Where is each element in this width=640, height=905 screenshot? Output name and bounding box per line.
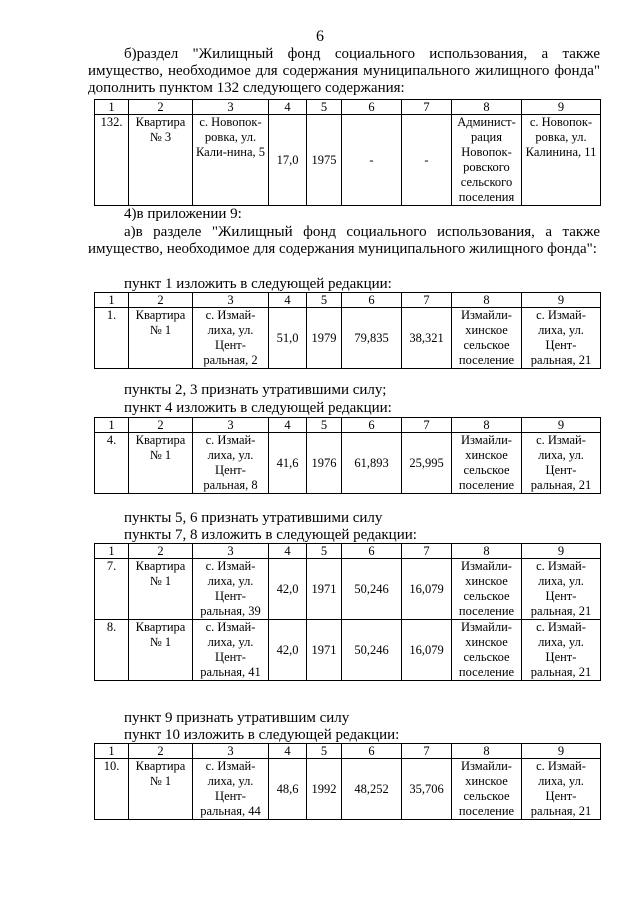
cell-holder: Измайли-хинское сельское поселение	[452, 620, 522, 681]
table-item-10	[94, 743, 601, 820]
cell-holder-address: с. Измай-лиха, ул. Цент-ральная, 21	[522, 759, 601, 820]
cell-name: Квартира № 1	[129, 559, 193, 620]
cell-book-value: 50,246	[342, 620, 402, 681]
cell-name: Квартира № 1	[129, 759, 193, 820]
table-header-row	[95, 744, 601, 759]
cell-holder-address: с. Новопок-ровка, ул. Калинина, 11	[522, 115, 601, 206]
table-body-4	[95, 418, 601, 494]
header-cell-6: 6	[342, 744, 402, 759]
header-cell-6: 6	[342, 100, 402, 115]
table-header-row	[95, 293, 601, 308]
cell-year: 1979	[307, 308, 342, 369]
header-cell-2: 2	[129, 744, 193, 759]
header-cell-6: 6	[342, 418, 402, 433]
table-row	[95, 115, 601, 206]
header-cell-4: 4	[269, 418, 307, 433]
cell-year: 1971	[307, 559, 342, 620]
line-point-4: пункт 4 изложить в следующей редакции:	[124, 400, 392, 416]
header-cell-6: 6	[342, 544, 402, 559]
header-cell-4: 4	[269, 544, 307, 559]
cell-area: 51,0	[269, 308, 307, 369]
cell-address: с. Измай-лиха, ул. Цент-ральная, 41	[193, 620, 269, 681]
cell-holder: Админист-рация Новопок-ровского сельского поселения	[452, 115, 522, 206]
header-cell-7: 7	[402, 293, 452, 308]
table-body-1	[95, 293, 601, 369]
header-cell-4: 4	[269, 100, 307, 115]
cell-holder: Измайли-хинское сельское поселение	[452, 559, 522, 620]
cell-area: 17,0	[269, 115, 307, 206]
header-cell-1: 1	[95, 744, 129, 759]
line-points-5-6: пункты 5, 6 признать утратившими силу	[124, 510, 383, 526]
cell-address: с. Измай-лиха, ул. Цент-ральная, 8	[193, 433, 269, 494]
cell-residual-value: 25,995	[402, 433, 452, 494]
cell-no: 7.	[95, 559, 129, 620]
cell-book-value: -	[342, 115, 402, 206]
cell-holder: Измайли-хинское сельское поселение	[452, 759, 522, 820]
cell-name: Квартира № 3	[129, 115, 193, 206]
cell-year: 1975	[307, 115, 342, 206]
cell-area: 42,0	[269, 620, 307, 681]
table-header-row	[95, 100, 601, 115]
cell-residual-value: 16,079	[402, 620, 452, 681]
header-cell-7: 7	[402, 418, 452, 433]
cell-no: 132.	[95, 115, 129, 206]
cell-no: 10.	[95, 759, 129, 820]
cell-address: с. Измай-лиха, ул. Цент-ральная, 44	[193, 759, 269, 820]
header-cell-3: 3	[193, 293, 269, 308]
cell-book-value: 61,893	[342, 433, 402, 494]
cell-book-value: 48,252	[342, 759, 402, 820]
cell-area: 48,6	[269, 759, 307, 820]
header-cell-8: 8	[452, 418, 522, 433]
header-cell-9: 9	[522, 544, 601, 559]
table-item-1	[94, 292, 601, 369]
header-cell-9: 9	[522, 418, 601, 433]
header-cell-9: 9	[522, 744, 601, 759]
header-cell-1: 1	[95, 100, 129, 115]
table-header-row	[95, 418, 601, 433]
cell-area: 41,6	[269, 433, 307, 494]
line-point-9: пункт 9 признать утратившим силу	[124, 710, 350, 726]
cell-address: с. Измай-лиха, ул. Цент-ральная, 2	[193, 308, 269, 369]
cell-year: 1992	[307, 759, 342, 820]
header-cell-3: 3	[193, 418, 269, 433]
table-header-row	[95, 544, 601, 559]
cell-residual-value: 16,079	[402, 559, 452, 620]
cell-holder-address: с. Измай-лиха, ул. Цент-ральная, 21	[522, 559, 601, 620]
header-cell-5: 5	[307, 744, 342, 759]
cell-address: с. Новопок-ровка, ул. Кали-нина, 5	[193, 115, 269, 206]
table-row	[95, 433, 601, 494]
table-row	[95, 308, 601, 369]
cell-holder: Измайли-хинское сельское поселение	[452, 308, 522, 369]
cell-no: 8.	[95, 620, 129, 681]
header-cell-7: 7	[402, 744, 452, 759]
header-cell-5: 5	[307, 418, 342, 433]
header-cell-2: 2	[129, 100, 193, 115]
header-cell-4: 4	[269, 744, 307, 759]
header-cell-1: 1	[95, 544, 129, 559]
paragraph-4: 4)в приложении 9:	[124, 206, 242, 222]
cell-name: Квартира № 1	[129, 433, 193, 494]
header-cell-5: 5	[307, 100, 342, 115]
header-cell-1: 1	[95, 293, 129, 308]
page-number: 6	[316, 28, 324, 45]
header-cell-8: 8	[452, 293, 522, 308]
cell-address: с. Измай-лиха, ул. Цент-ральная, 39	[193, 559, 269, 620]
cell-no: 4.	[95, 433, 129, 494]
header-cell-7: 7	[402, 544, 452, 559]
table-body-10	[95, 744, 601, 820]
cell-holder-address: с. Измай-лиха, ул. Цент-ральная, 21	[522, 308, 601, 369]
cell-area: 42,0	[269, 559, 307, 620]
cell-year: 1976	[307, 433, 342, 494]
header-cell-8: 8	[452, 744, 522, 759]
line-point-1: пункт 1 изложить в следующей редакции:	[124, 276, 392, 292]
cell-no: 1.	[95, 308, 129, 369]
table-row	[95, 559, 601, 620]
header-cell-2: 2	[129, 418, 193, 433]
header-cell-3: 3	[193, 100, 269, 115]
header-cell-8: 8	[452, 100, 522, 115]
cell-name: Квартира № 1	[129, 620, 193, 681]
table-item-4	[94, 417, 601, 494]
header-cell-2: 2	[129, 544, 193, 559]
header-cell-3: 3	[193, 744, 269, 759]
header-cell-4: 4	[269, 293, 307, 308]
header-cell-9: 9	[522, 293, 601, 308]
line-points-2-3: пункты 2, 3 признать утратившими силу;	[124, 382, 387, 398]
cell-book-value: 79,835	[342, 308, 402, 369]
header-cell-5: 5	[307, 293, 342, 308]
header-cell-6: 6	[342, 293, 402, 308]
header-cell-2: 2	[129, 293, 193, 308]
paragraph-b-section: б)раздел "Жилищный фонд социального использования, а также имущество, необходимое для содержания муниципального жилищного фонда" дополнить пунктом 132 следующего содержания:	[88, 46, 600, 96]
header-cell-5: 5	[307, 544, 342, 559]
cell-holder-address: с. Измай-лиха, ул. Цент-ральная, 21	[522, 433, 601, 494]
header-cell-7: 7	[402, 100, 452, 115]
cell-residual-value: 38,321	[402, 308, 452, 369]
table-item-132	[94, 99, 601, 206]
cell-year: 1971	[307, 620, 342, 681]
header-cell-8: 8	[452, 544, 522, 559]
cell-residual-value: 35,706	[402, 759, 452, 820]
cell-residual-value: -	[402, 115, 452, 206]
table-row	[95, 759, 601, 820]
cell-holder-address: с. Измай-лиха, ул. Цент-ральная, 21	[522, 620, 601, 681]
table-body-132	[95, 100, 601, 206]
header-cell-1: 1	[95, 418, 129, 433]
header-cell-3: 3	[193, 544, 269, 559]
table-items-7-8	[94, 543, 601, 681]
paragraph-4a: а)в разделе "Жилищный фонд социального использования, а также имущество, необходимое для содержания муниципального жилищного фонда":	[88, 224, 600, 257]
line-point-10: пункт 10 изложить в следующей редакции:	[124, 727, 400, 743]
table-body-7-8	[95, 544, 601, 681]
line-points-7-8: пункты 7, 8 изложить в следующей редакции:	[124, 527, 417, 543]
cell-name: Квартира № 1	[129, 308, 193, 369]
cell-book-value: 50,246	[342, 559, 402, 620]
cell-holder: Измайли-хинское сельское поселение	[452, 433, 522, 494]
header-cell-9: 9	[522, 100, 601, 115]
table-row	[95, 620, 601, 681]
